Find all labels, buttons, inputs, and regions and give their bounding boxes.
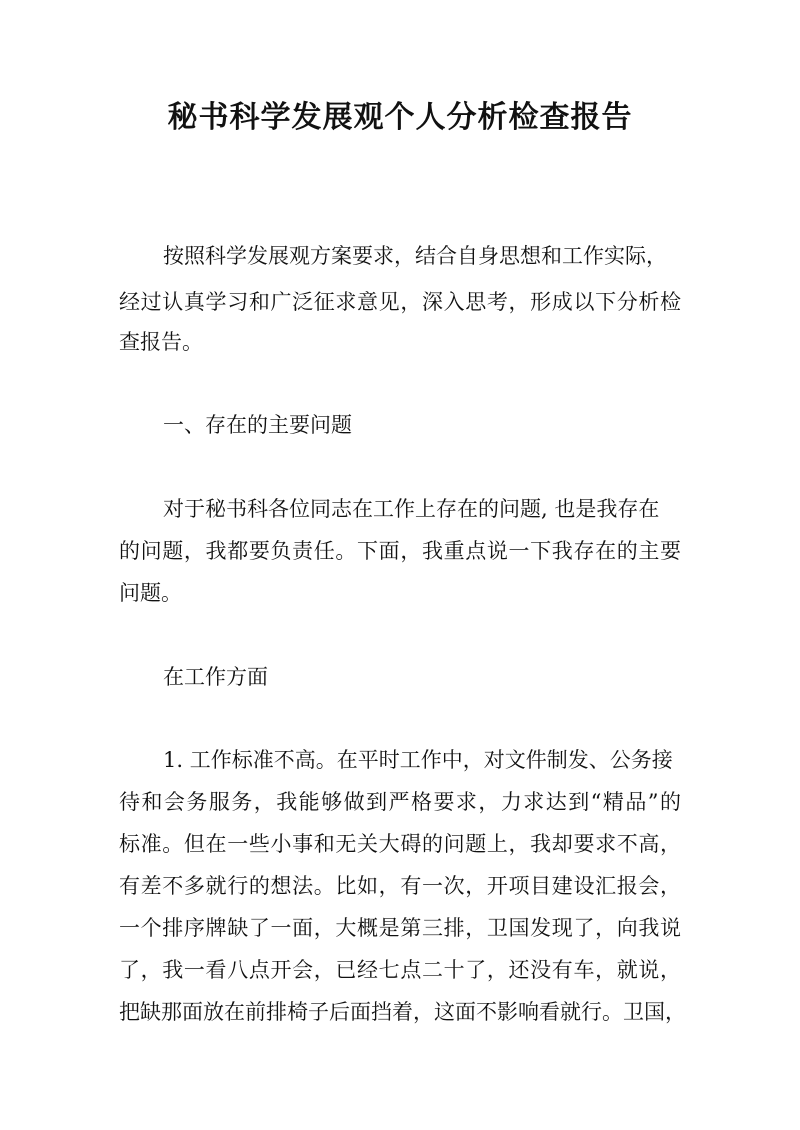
paragraph-line: 了，我一看八点开会，已经七点二十了，还没有车，就说， xyxy=(119,958,681,982)
paragraph-line: 把缺那面放在前排椅子后面挡着，这面不影响看就行。卫国， xyxy=(119,1000,686,1024)
paragraph-line: 按照科学发展观方案要求，结合自身思想和工作实际， xyxy=(163,244,667,268)
paragraph-line: 标准。但在一些小事和无关大碍的问题上，我却要求不高， xyxy=(119,832,681,856)
subheading: 在工作方面 xyxy=(163,665,268,689)
paragraph-line: 查报告。 xyxy=(119,330,203,354)
paragraph-line: 问题。 xyxy=(119,581,182,605)
paragraph-line: 待和会务服务，我能够做到严格要求，力求达到“精品”的 xyxy=(119,790,681,814)
section-heading: 一、存在的主要问题 xyxy=(163,413,352,437)
paragraph-line: 1. 工作标准不高。在平时工作中，对文件制发、公务接 xyxy=(163,748,673,772)
document-title: 秘书科学发展观个人分析检查报告 xyxy=(167,100,633,135)
paragraph-line: 有差不多就行的想法。比如，有一次，开项目建设汇报会， xyxy=(119,874,681,898)
paragraph-line: 经过认真学习和广泛征求意见，深入思考，形成以下分析检 xyxy=(119,290,681,314)
paragraph-line: 对于秘书科各位同志在工作上存在的问题, 也是我存在 xyxy=(163,497,660,521)
paragraph-line: 的问题，我都要负责任。下面，我重点说一下我存在的主要 xyxy=(119,539,681,563)
paragraph-line: 一个排序牌缺了一面，大概是第三排，卫国发现了，向我说 xyxy=(119,916,681,940)
